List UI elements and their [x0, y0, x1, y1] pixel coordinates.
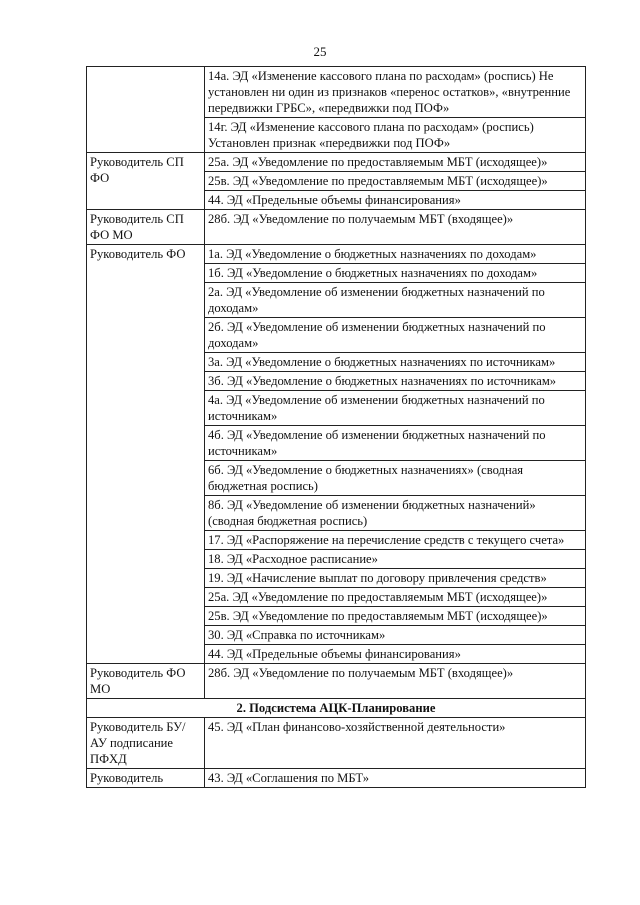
document-cell: 44. ЭД «Предельные объемы финансирования»	[205, 191, 586, 210]
document-cell: 4а. ЭД «Уведомление об изменении бюджетных назначений по источникам»	[205, 391, 586, 426]
table-row	[87, 245, 586, 264]
role-cell: Руководитель СП ФО	[87, 153, 205, 210]
table-row	[87, 153, 586, 172]
document-cell: 6б. ЭД «Уведомление о бюджетных назначениях» (сводная бюджетная роспись)	[205, 461, 586, 496]
document-cell: 17. ЭД «Распоряжение на перечисление средств с текущего счета»	[205, 531, 586, 550]
document-cell: 14а. ЭД «Изменение кассового плана по расходам» (роспись) Не установлен ни один из признаков «перенос остатков», «внутренние передвижки ГРБС», «передвижки под ПОФ»	[205, 67, 586, 118]
document-cell: 28б. ЭД «Уведомление по получаемым МБТ (входящее)»	[205, 210, 586, 245]
document-cell: 28б. ЭД «Уведомление по получаемым МБТ (входящее)»	[205, 664, 586, 699]
table-row	[87, 769, 586, 788]
document-cell: 19. ЭД «Начисление выплат по договору привлечения средств»	[205, 569, 586, 588]
document-cell: 14г. ЭД «Изменение кассового плана по расходам» (роспись) Установлен признак «передвижки под ПОФ»	[205, 118, 586, 153]
document-cell: 2б. ЭД «Уведомление об изменении бюджетных назначений по доходам»	[205, 318, 586, 353]
document-cell: 1а. ЭД «Уведомление о бюджетных назначениях по доходам»	[205, 245, 586, 264]
role-cell: Руководитель	[87, 769, 205, 788]
role-cell: Руководитель ФО	[87, 245, 205, 664]
role-cell: Руководитель ФО МО	[87, 664, 205, 699]
table-row	[87, 664, 586, 699]
document-cell: 45. ЭД «План финансово-хозяйственной деятельности»	[205, 718, 586, 769]
document-cell: 25в. ЭД «Уведомление по предоставляемым МБТ (исходящее)»	[205, 172, 586, 191]
table-row	[87, 67, 586, 118]
section-row	[87, 699, 586, 718]
document-cell: 18. ЭД «Расходное расписание»	[205, 550, 586, 569]
document-cell: 3а. ЭД «Уведомление о бюджетных назначениях по источникам»	[205, 353, 586, 372]
document-cell: 8б. ЭД «Уведомление об изменении бюджетных назначений» (сводная бюджетная роспись)	[205, 496, 586, 531]
document-cell: 2а. ЭД «Уведомление об изменении бюджетных назначений по доходам»	[205, 283, 586, 318]
document-cell: 25а. ЭД «Уведомление по предоставляемым МБТ (исходящее)»	[205, 588, 586, 607]
document-cell: 3б. ЭД «Уведомление о бюджетных назначениях по источникам»	[205, 372, 586, 391]
document-cell: 4б. ЭД «Уведомление об изменении бюджетных назначений по источникам»	[205, 426, 586, 461]
document-cell: 25в. ЭД «Уведомление по предоставляемым МБТ (исходящее)»	[205, 607, 586, 626]
document-cell: 25а. ЭД «Уведомление по предоставляемым МБТ (исходящее)»	[205, 153, 586, 172]
document-cell: 43. ЭД «Соглашения по МБТ»	[205, 769, 586, 788]
section-title: 2. Подсистема АЦК-Планирование	[87, 699, 586, 718]
document-cell: 1б. ЭД «Уведомление о бюджетных назначениях по доходам»	[205, 264, 586, 283]
role-cell	[87, 67, 205, 153]
role-cell: Руководитель БУ/АУ подписание ПФХД	[87, 718, 205, 769]
page-number: 25	[313, 44, 327, 59]
role-cell: Руководитель СП ФО МО	[87, 210, 205, 245]
document-cell: 44. ЭД «Предельные объемы финансирования»	[205, 645, 586, 664]
table-row	[87, 718, 586, 769]
document-cell: 30. ЭД «Справка по источникам»	[205, 626, 586, 645]
table-row	[87, 210, 586, 245]
roles-documents-table	[86, 66, 586, 788]
